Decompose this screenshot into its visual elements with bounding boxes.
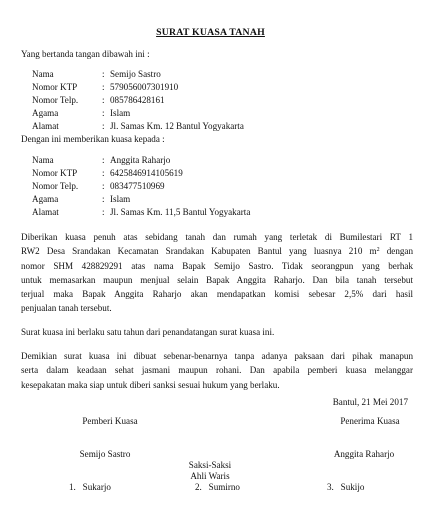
paragraph-line: Demikian surat kuasa ini dibuat sebenar-benarnya tanpa adanya paksaan dari pihak manapun <box>21 351 413 361</box>
paragraph-line: nomor SHM 428829291 atas nama Bapak Semijo Sastro. Tidak seorangpun yang berhak <box>21 260 413 271</box>
paragraph-line: kesepakatan maka siap untuk diberi sanksi sesuai hukum yang berlaku. <box>21 379 280 390</box>
grantee-label-name: Nama <box>32 155 54 165</box>
giver-name: Semijo Sastro <box>79 449 131 459</box>
separator: : <box>102 69 105 79</box>
giver-title: Pemberi Kuasa <box>82 416 138 426</box>
grantee-value-name: Anggita Raharjo <box>110 155 171 165</box>
witnesses-title: Saksi-Saksi <box>188 460 232 470</box>
superscript: 2 <box>376 247 380 254</box>
witness-item <box>195 482 240 492</box>
receiver-name: Anggita Raharjo <box>333 449 395 459</box>
place-date: Bantul, 21 Mei 2017 <box>332 397 408 407</box>
grantor-label-religion: Agama <box>32 108 59 118</box>
grantor-value-name: Semijo Sastro <box>110 69 161 79</box>
witness-number: 3. <box>327 482 334 492</box>
separator: : <box>102 95 105 105</box>
intro-text: Yang bertanda tangan dibawah ini : <box>21 49 150 59</box>
paragraph-line <box>21 244 413 258</box>
grantee-label-phone: Nomor Telp. <box>32 181 79 191</box>
paragraph-validity: Surat kuasa ini berlaku satu tahun dari penandatangan surat kuasa ini. <box>21 327 275 337</box>
grantor-label-ktp: Nomor KTP <box>32 82 78 92</box>
witness-item <box>69 482 111 492</box>
separator: : <box>102 121 105 131</box>
paragraph-closing <box>21 349 413 392</box>
separator: : <box>102 207 105 217</box>
paragraph-line: terjual maka Bapak Anggita Raharjo akan mendapatkan komisi sebesar 2,5% dari hasil <box>21 289 413 300</box>
separator: : <box>102 155 105 165</box>
paragraph-authority <box>21 230 413 316</box>
grantee-value-phone: 083477510969 <box>110 181 165 191</box>
witness-name: Sukarjo <box>82 482 111 492</box>
receiver-title: Penerima Kuasa <box>340 416 400 426</box>
witness-number: 2. <box>195 482 202 492</box>
grantor-value-ktp: 579056007301910 <box>110 82 179 92</box>
paragraph-line: penjualan tanah tersebut. <box>21 303 112 314</box>
paragraph-line: untuk memasarkan maupun menjual selain Bapak Anggita Raharjo. Dan bila tanah tersebut <box>21 274 413 285</box>
separator: : <box>102 168 105 178</box>
separator: : <box>102 108 105 118</box>
grantee-value-religion: Islam <box>110 194 131 204</box>
grantor-label-name: Nama <box>32 69 54 79</box>
grantor-value-address: Jl. Samas Km. 12 Bantul Yogyakarta <box>110 121 244 131</box>
separator: : <box>102 194 105 204</box>
witness-name: Sumirno <box>208 482 240 492</box>
witness-number: 1. <box>69 482 76 492</box>
grantee-value-ktp: 6425846914105619 <box>110 168 183 178</box>
witnesses-subtitle: Ahli Waris <box>190 471 230 481</box>
separator: : <box>102 181 105 191</box>
separator: : <box>102 82 105 92</box>
paragraph-text: dengan <box>379 246 413 257</box>
paragraph-line: Diberikan kuasa penuh atas sebidang tanah dan rumah yang terletak di Bumilestari RT 1 <box>21 232 413 242</box>
grant-statement: Dengan ini memberikan kuasa kepada : <box>21 134 165 144</box>
grantee-label-ktp: Nomor KTP <box>32 168 78 178</box>
grantee-label-religion: Agama <box>32 194 59 204</box>
grantor-value-phone: 085786428161 <box>110 95 165 105</box>
witness-name: Sukijo <box>340 482 365 492</box>
grantee-value-address: Jl. Samas Km. 11,5 Bantul Yogyakarta <box>110 207 251 217</box>
paragraph-line: serta dalam keadaan sehat jasmani maupun rohani. Dan apabila pemberi kuasa melanggar <box>21 365 413 376</box>
grantor-label-address: Alamat <box>32 121 59 131</box>
grantee-label-address: Alamat <box>32 207 59 217</box>
document-title: SURAT KUASA TANAH <box>156 27 265 38</box>
grantor-label-phone: Nomor Telp. <box>32 95 79 105</box>
paragraph-text: RW2 Desa Srandakan Kecamatan Srandakan Kabupaten Bantul yang luasnya 210 m <box>21 246 377 257</box>
grantor-value-religion: Islam <box>110 108 131 118</box>
witness-item <box>327 482 364 492</box>
